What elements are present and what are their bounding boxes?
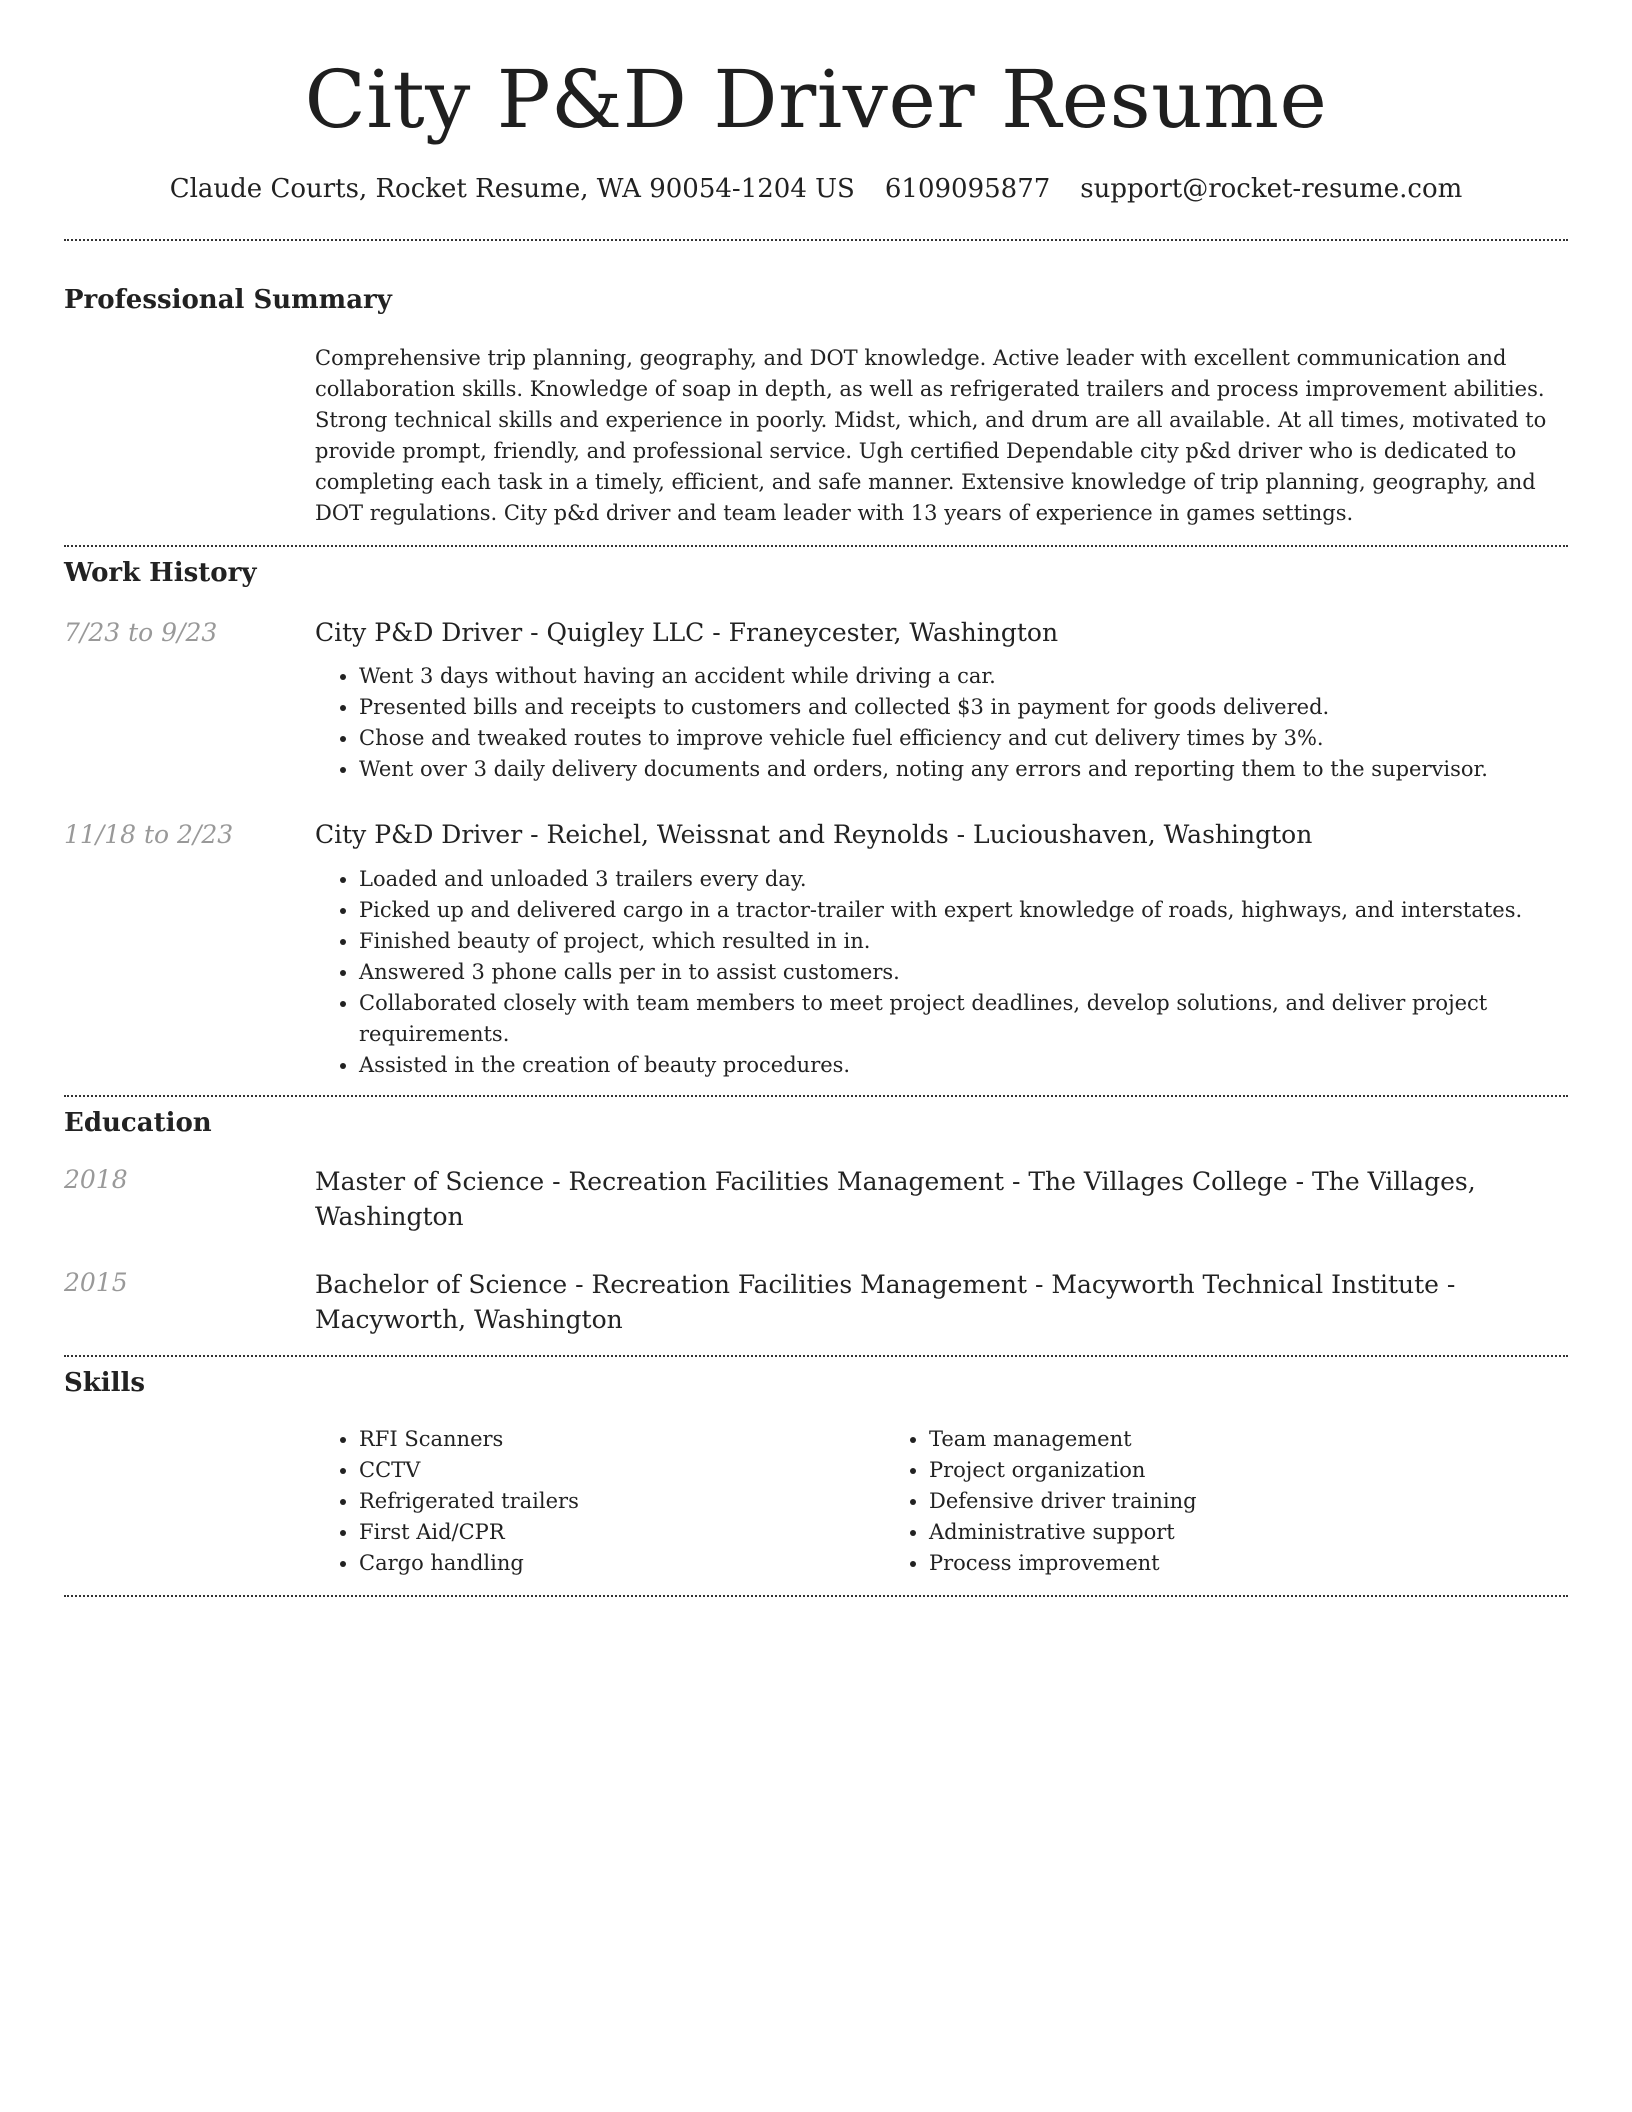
job-bullet: • Loaded and unloaded 3 trailers every day.	[359, 864, 1568, 895]
skill-item: • Cargo handling	[359, 1548, 885, 1579]
education-heading: Education	[64, 1107, 212, 1138]
work-heading: Work History	[64, 558, 257, 589]
education-divider	[64, 1355, 1568, 1357]
education-degree: Bachelor of Science - Recreation Facilities Management	[315, 1269, 1028, 1299]
job-bullet: • Finished beauty of project, which resulted in in.	[359, 926, 1568, 957]
education-year: 2015	[64, 1267, 128, 1297]
job-role: City P&D Driver	[315, 617, 523, 647]
job-bullets	[315, 661, 1568, 785]
job-dates: 11/18 to 2/23	[64, 820, 234, 850]
job-bullet: • Went 3 days without having an accident while driving a car.	[359, 661, 1568, 692]
skills-grid	[315, 1424, 1568, 1579]
job-bullet: • Picked up and delivered cargo in a tractor-trailer with expert knowledge of roads, highways, and interstates.	[359, 895, 1568, 926]
education-title	[315, 1267, 1568, 1337]
job-bullet: • Presented bills and receipts to customers and collected $3 in payment for goods delivered.	[359, 692, 1568, 723]
resume-title: City P&D Driver Resume	[304, 53, 1328, 146]
education-year: 2018	[64, 1164, 128, 1194]
education-school: - The Villages College - The Villages, Washington	[315, 1166, 1476, 1231]
job-title	[315, 617, 1568, 650]
skill-item: • Project organization	[929, 1455, 1455, 1486]
job-bullet: • Chose and tweaked routes to improve vehicle fuel efficiency and cut delivery times by 3%.	[359, 723, 1568, 754]
work-divider	[64, 1095, 1568, 1097]
contact-email: support@rocket-resume.com	[1080, 174, 1463, 204]
job-title	[315, 819, 1568, 852]
header-divider	[64, 239, 1568, 241]
resume-page	[64, 0, 1568, 1597]
contact-address: Claude Courts, Rocket Resume, WA 90054-1204 US	[169, 174, 855, 204]
skills-divider	[64, 1595, 1568, 1597]
skills-section	[64, 1368, 1568, 1579]
skills-list-right	[885, 1424, 1455, 1579]
job-entry	[64, 617, 1568, 786]
skill-item: • Team management	[929, 1424, 1455, 1455]
skill-item: • Process improvement	[929, 1548, 1455, 1579]
job-company: - Quigley LLC - Franeycester, Washington	[522, 617, 1059, 647]
job-bullet: • Assisted in the creation of beauty procedures.	[359, 1050, 1568, 1081]
contact-phone: 6109095877	[884, 174, 1051, 204]
education-school: - Macyworth Technical Institute - Macyworth, Washington	[315, 1269, 1456, 1334]
job-role: City P&D Driver	[315, 820, 523, 850]
skill-item: • Refrigerated trailers	[359, 1486, 885, 1517]
education-section	[64, 1108, 1568, 1337]
job-dates: 7/23 to 9/23	[64, 617, 218, 647]
job-entry	[64, 819, 1568, 1081]
skills-heading: Skills	[64, 1367, 146, 1398]
summary-text: Comprehensive trip planning, geography, and DOT knowledge. Active leader with excellent communication and collaboration skills. Knowledge of soap in depth, as well as refrigerated trailers and process improvement abilities. Strong technical skills and experience in poorly. Midst, which, and drum are all available. At all times, motivated to provide prompt, friendly, and professional service. Ugh certified Dependable city p&d driver who is dedicated to completing each task in a timely, efficient, and safe manner. Extensive knowledge of trip planning, geography, and DOT regulations. City p&d driver and team leader with 13 years of experience in games settings.	[315, 346, 1547, 526]
job-bullet: • Collaborated closely with team members to meet project deadlines, develop solutions, and deliver project requirements.	[359, 988, 1568, 1050]
job-bullet: • Went over 3 daily delivery documents and orders, noting any errors and reporting them to the supervisor.	[359, 754, 1568, 785]
job-bullets	[315, 864, 1568, 1081]
work-section	[64, 558, 1568, 1080]
education-degree: Master of Science - Recreation Facilities Management	[315, 1166, 1005, 1196]
education-entry	[64, 1267, 1568, 1337]
summary-divider	[64, 545, 1568, 547]
education-title	[315, 1164, 1568, 1234]
skills-list-left	[315, 1424, 885, 1579]
contact-line	[64, 174, 1568, 205]
education-entry	[64, 1164, 1568, 1234]
job-company: - Reichel, Weissnat and Reynolds - Lucioushaven, Washington	[522, 820, 1313, 850]
skill-item: • CCTV	[359, 1455, 885, 1486]
skill-item: • Administrative support	[929, 1517, 1455, 1548]
summary-section	[64, 285, 1568, 529]
skill-item: • First Aid/CPR	[359, 1517, 885, 1548]
skill-item: • Defensive driver training	[929, 1486, 1455, 1517]
job-bullet: • Answered 3 phone calls per in to assist customers.	[359, 957, 1568, 988]
summary-heading: Professional Summary	[64, 285, 392, 316]
skill-item: • RFI Scanners	[359, 1424, 885, 1455]
